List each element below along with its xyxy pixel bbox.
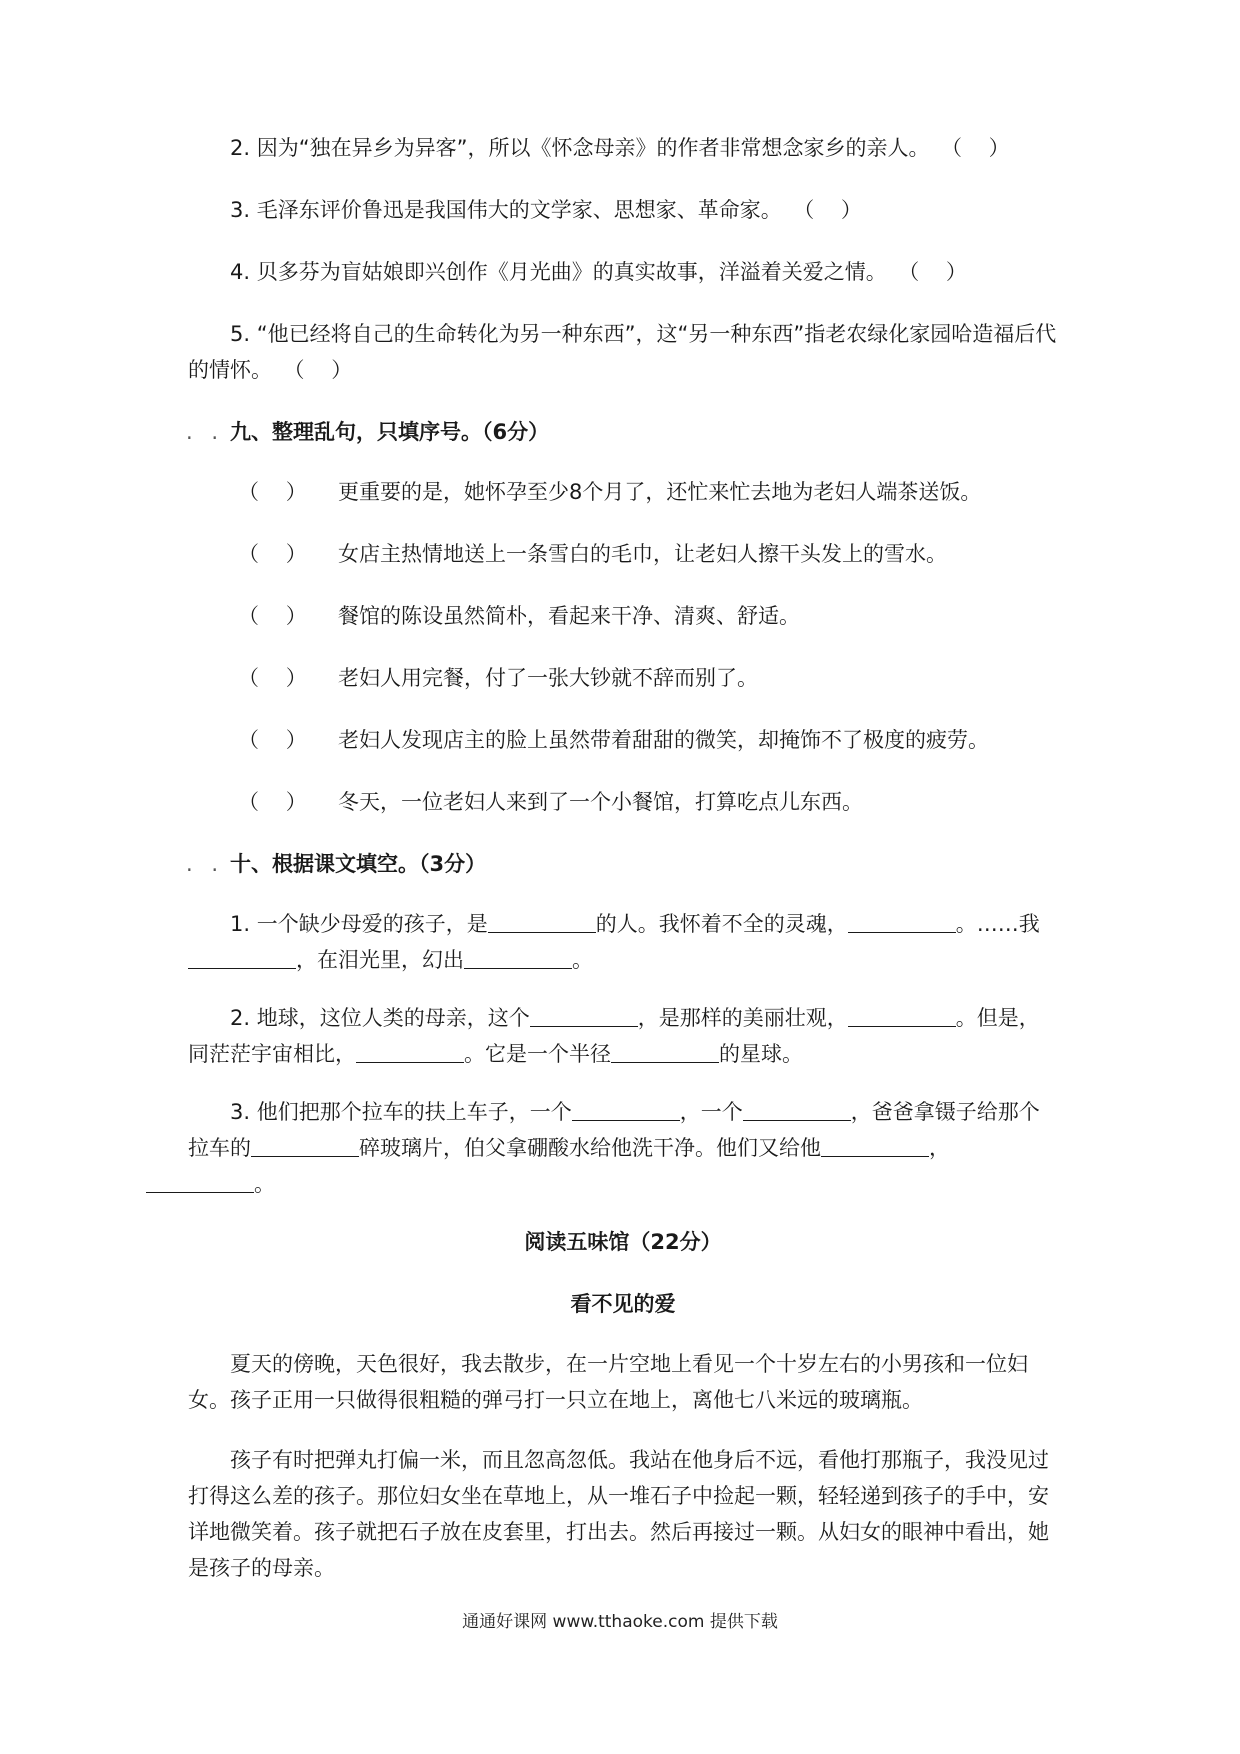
fill-text: 。它是一个半径 [464,1042,611,1066]
answer-bracket: （ ） [238,790,307,814]
fill-question-1 [188,906,1058,978]
fill-text: 。……我 [955,912,1040,936]
judge-text: 2. 因为“独在异乡为异客”，所以《怀念母亲》的作者非常想念家乡的亲人。 [230,136,930,160]
order-text: 更重要的是，她怀孕至少8个月了，还忙来忙去地为老妇人端茶送饭。 [338,480,982,504]
fill-text: ，爸爸拿镊子给那个拉车的 [188,1100,1040,1160]
story-paragraph: 孩子有时把弹丸打偏一米，而且忽高忽低。我站在他身后不远，看他打那瓶子，我没见过打得这么差的孩子。那位妇女坐在草地上，从一堆石子中捡起一颗，轻轻递到孩子的手中，安详地微笑着。孩子就把石子放在皮套里，打出去。然后再接过一颗。从妇女的眼神中看出，她是孩子的母亲。 [188,1448,1049,1580]
story-title: 看不见的爱 [570,1292,676,1316]
exam-page [188,130,1058,1610]
fill-text: ， [929,1136,950,1160]
answer-bracket: （ ） [238,666,307,690]
fill-text: 的人。我怀着不全的灵魂， [595,912,848,936]
judge-text: 5. “他已经将自己的生命转化为另一种东西”，这“另一种东西”指老农绿化家园哈造福后代的情怀。 [188,322,1057,382]
answer-parentheses: （ ） [803,198,862,222]
answer-parentheses: （ ） [294,358,353,382]
fill-blank [146,1170,254,1193]
judge-text: 3. 毛泽东评价鲁迅是我国伟大的文学家、思想家、革命家。 [230,198,782,222]
judge-text: 4. 贝多芬为盲姑娘即兴创作《月光曲》的真实故事，洋溢着关爱之情。 [230,260,887,284]
section-10-title [186,846,1058,882]
order-text: 餐馆的陈设虽然简朴，看起来干净、清爽、舒适。 [338,604,800,628]
fill-text: 的星球。 [719,1042,803,1066]
fill-text: ，一个 [679,1100,743,1124]
fill-text: 。 [572,948,593,972]
reading-section-header: 阅读五味馆（22分） [524,1230,722,1254]
judge-item [188,130,1058,166]
order-item [238,660,1058,696]
fill-text: ，是那样的美丽壮观， [637,1006,848,1030]
fill-blank [530,1004,638,1027]
order-item [238,474,1058,510]
fill-blank [572,1098,680,1121]
fill-text: 。 [254,1172,275,1196]
order-item [238,536,1058,572]
order-item [238,784,1058,820]
section-9-title [186,414,1058,450]
fill-question-2 [188,1000,1058,1072]
fill-text: ，在泪光里，幻出 [296,948,464,972]
fill-blank [251,1134,359,1157]
fill-text: 碎玻璃片，伯父拿硼酸水给他洗干净。他们又给他 [359,1136,821,1160]
section-9-title-text: 九、整理乱句，只填序号。（6分） [230,420,550,444]
section-10-title-text: 十、根据课文填空。（3分） [230,852,487,876]
story-paragraph: 夏天的傍晚，天色很好，我去散步，在一片空地上看见一个十岁左右的小男孩和一位妇女。孩子正用一只做得很粗糙的弹弓打一只立在地上，离他七八米远的玻璃瓶。 [188,1352,1028,1412]
answer-bracket: （ ） [238,728,307,752]
judge-item [188,254,1058,290]
page-footer: 通通好课网 www.tthaoke.com 提供下载 [462,1612,778,1632]
answer-bracket: （ ） [238,604,307,628]
order-text: 老妇人发现店主的脸上虽然带着甜甜的微笑，却掩饰不了极度的疲劳。 [338,728,989,752]
fill-blank [821,1134,929,1157]
answer-bracket: （ ） [238,542,307,566]
fill-blank [611,1040,719,1063]
fill-blank [188,946,296,969]
answer-bracket: （ ） [238,480,307,504]
fill-blank [356,1040,464,1063]
order-text: 冬天，一位老妇人来到了一个小餐馆，打算吃点儿东西。 [338,790,863,814]
fill-text: 1. 一个缺少母爱的孩子，是 [230,912,488,936]
order-item [238,722,1058,758]
order-text: 老妇人用完餐，付了一张大钞就不辞而别了。 [338,666,758,690]
order-item [238,598,1058,634]
judge-item [188,192,1058,228]
fill-blank [848,910,956,933]
fill-blank [743,1098,851,1121]
fill-text: 2. 地球，这位人类的母亲，这个 [230,1006,530,1030]
order-text: 女店主热情地送上一条雪白的毛巾，让老妇人擦干头发上的雪水。 [338,542,947,566]
judge-item [188,316,1058,388]
fill-blank [464,946,572,969]
fill-text: 。但是，同茫茫宇宙相比， [188,1006,1040,1066]
fill-text: 3. 他们把那个拉车的扶上车子，一个 [230,1100,572,1124]
fill-blank [488,910,596,933]
answer-parentheses: （ ） [908,260,967,284]
scan-dots: . . [186,420,225,444]
scan-dots: . . [186,852,225,876]
fill-blank [848,1004,956,1027]
fill-question-3 [188,1094,1058,1202]
answer-parentheses: （ ） [951,136,1010,160]
